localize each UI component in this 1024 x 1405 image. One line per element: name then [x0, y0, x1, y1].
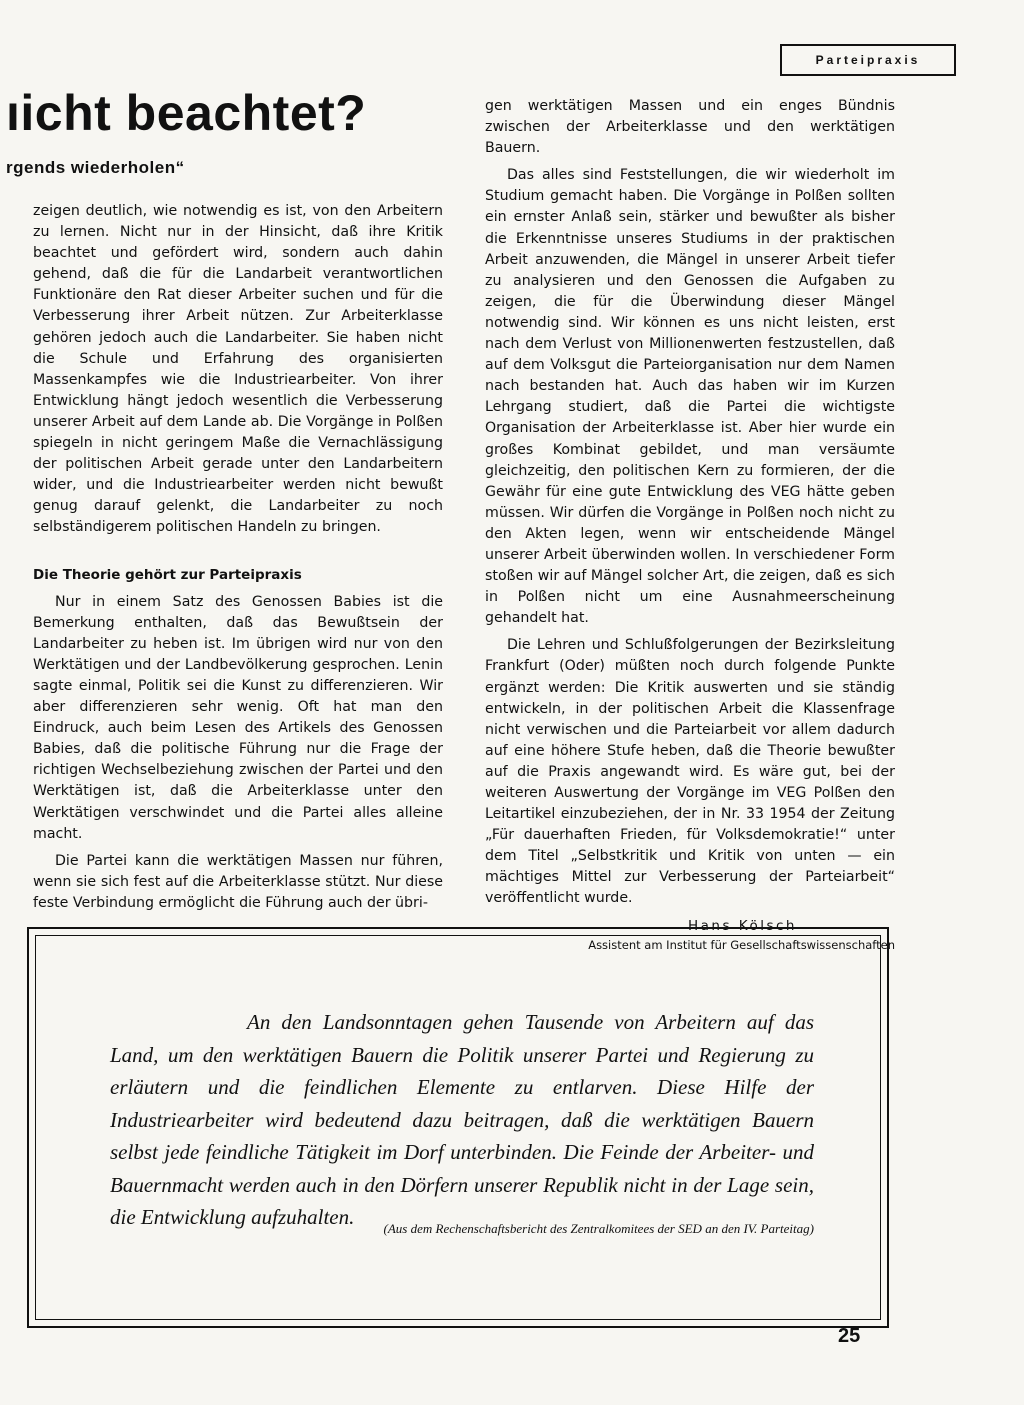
author-signature: Hans Kölsch	[687, 917, 797, 934]
quote-text: An den Landsonntagen gehen Tausende von Arbeitern auf das Land, um den werktätigen Bauern die Politik unserer Partei und Regierung zu erläutern und die feindlichen Elemente zu entlarven. Diese Hilfe der Industriearbeiter wird bedeutend dazu beitragen, daß die werktätigen Bauern selbst jede feindliche Tätigkeit im Dorf unterbinden. Die Feinde der Arbeiter- und Bauernmacht werden auch in den Dörfern unserer Republik nicht in der Lage sein, die Entwicklung aufzuhalten.	[110, 1010, 814, 1229]
article-subheadline: rgends wiederholen“	[6, 158, 185, 177]
left-column	[33, 201, 443, 914]
author-affiliation: Assistent am Institut für Gesellschaftswissenschaften	[588, 937, 895, 952]
right-paragraph-2: Das alles sind Feststellungen, die wir wiederholt im Studium gemacht haben. Die Vorgänge in Polßen sollten ein ernster Anlaß sein, stärker und bewußter als bisher die Erkenntnisse unseres Studiums in der praktischen Arbeit anzuwenden, die Mängel in unserer Arbeit tiefer zu analysieren und den Genossen die Aufgaben zu zeigen, die für die Überwindung dieser Mängel notwendig sind. Wir können es uns nicht leisten, erst nach dem Verlust von Millionenwerten festzustellen, daß auf dem Volksgut die Parteiorganisation nur dem Namen nach bestanden hat. Auch das haben wir im Kurzen Lehrgang studiert, daß die Partei die wichtigste Organisation der Arbeiterklasse ist. Aber hier wurde ein großes Kombinat gebildet, und man versäumte gleichzeitig, den politischen Kern zu formieren, der die Gewähr für eine gute Entwicklung des VEG hätte geben müssen. Wir dürfen die Vorgänge in Polßen noch nicht zu den Akten legen, wenn wir entscheidende Mängel unserer Arbeit überwinden wollen. In verschiedener Form stoßen wir auf Mängel solcher Art, die zeigen, daß es sich in Polßen nicht um eine Ausnahmeerscheinung gehandelt hat.	[485, 167, 895, 627]
section-label: Parteipraxis	[780, 44, 956, 76]
right-column	[485, 96, 895, 953]
section-subheading: Die Theorie gehört zur Parteipraxis	[33, 566, 302, 583]
right-paragraph-3: Die Lehren und Schlußfolgerungen der Bezirksleitung Frankfurt (Oder) müßten noch durch folgende Punkte ergänzt werden: Die Kritik auswerten und sie ständig entwickeln, in der politischen Arbeit die Klassenfrage nicht verwischen und die Parteiarbeit vor allem dadurch auf eine höhere Stufe heben, daß die Theorie bewußter auf die Praxis angewandt wird. Es wäre gut, bei der weiteren Auswertung der Vorgänge im VEG Polßen den Leitartikel einzubeziehen, der in Nr. 33 1954 der Zeitung „Für dauerhaften Frieden, für Volksdemokratie!“ unter dem Titel „Selbstkritik und Kritik von unten — ein mächtiges Mittel zur Verbesserung der Parteiarbeit“ veröffentlicht wurde.	[485, 637, 895, 907]
article-headline: ıicht beachtet?	[6, 85, 367, 141]
right-paragraph-1: gen werktätigen Massen und ein enges Bündnis zwischen der Arbeiterklasse und den werktätigen Bauern.	[485, 98, 895, 157]
quote-inner-frame	[35, 935, 881, 1320]
left-paragraph-1: zeigen deutlich, wie notwendig es ist, von den Arbeitern zu lernen. Nicht nur in der Hinsicht, daß ihre Kritik beachtet und gefördert wird, sondern auch dahin gehend, daß die für die Landarbeit verantwortlichen Funktionäre den Rat dieser Arbeiter suchen und für die Verbesserung ihrer Arbeit nützen. Zur Arbeiterklasse gehören jedoch auch die Landarbeiter. Sie haben nicht die Schule und Erfahrung des organisierten Massenkampfes wie die Industriearbeiter. Von ihrer Entwicklung hängt jedoch wesentlich die Verbesserung unserer Arbeit auf dem Lande ab. Die Vorgänge in Polßen spiegeln in nicht geringem Maße die Vernachlässigung der politischen Arbeit gerade unter den Landarbeitern wider, und die Industriearbeiter werden nicht bewußt genug darauf gelenkt, die Landarbeiter zu noch selbständigerem politischen Handeln zu bringen.	[33, 203, 443, 536]
left-paragraph-3: Die Partei kann die werktätigen Massen nur führen, wenn sie sich fest auf die Arbeiterklasse stützt. Nur diese feste Verbindung ermöglicht die Führung auch der übri-	[33, 852, 443, 911]
quote-source: (Aus dem Rechenschaftsbericht des Zentralkomitees der SED an den IV. Parteitag)	[383, 1221, 814, 1236]
page-number: 25	[838, 1325, 861, 1347]
quote-box	[27, 927, 889, 1328]
left-paragraph-2: Nur in einem Satz des Genossen Babies ist die Bemerkung enthalten, daß das Bewußtsein der Landarbeiter zu heben ist. Im übrigen wird nur von den Werktätigen und der Landbevölkerung gesprochen. Lenin sagte einmal, Politik sei die Kunst zu differenzieren. Wir aber differenzieren sehr wenig. Oft hat man den Eindruck, auch beim Lesen des Artikels des Genossen Babies, daß die politische Führung nur die Frage der richtigen Wechselbeziehung zwischen der Partei und den Werktätigen ist, daß die Arbeiterklasse unter den Werktätigen verschwindet und die Partei alles alleine macht.	[33, 593, 443, 842]
